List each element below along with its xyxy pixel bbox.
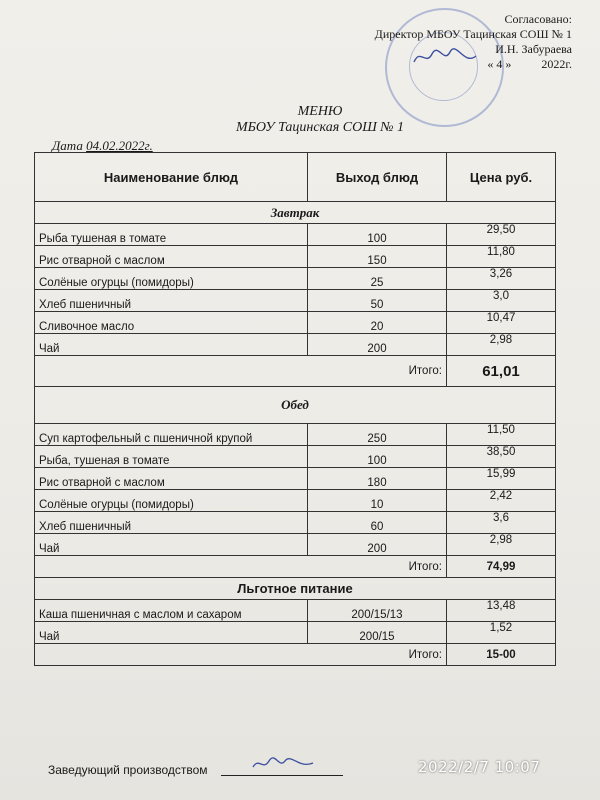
dish-price: 2,98 bbox=[447, 534, 556, 556]
section-row-subsidized bbox=[35, 578, 556, 600]
dish-yield: 100 bbox=[308, 446, 447, 468]
approval-date-line bbox=[342, 57, 572, 72]
dish-price: 2,42 bbox=[447, 490, 556, 512]
dish-name: Каша пшеничная с маслом и сахаром bbox=[35, 600, 308, 622]
dish-name: Чай bbox=[35, 622, 308, 644]
signature-line bbox=[221, 761, 343, 776]
table-row bbox=[35, 468, 556, 490]
table-row bbox=[35, 512, 556, 534]
dish-yield: 150 bbox=[308, 246, 447, 268]
section-row-breakfast bbox=[35, 202, 556, 224]
table-row bbox=[35, 268, 556, 290]
table-row bbox=[35, 246, 556, 268]
dish-price: 15,99 bbox=[447, 468, 556, 490]
dish-yield: 200 bbox=[308, 334, 447, 356]
table-header-row bbox=[35, 153, 556, 202]
dish-name: Чай bbox=[35, 534, 308, 556]
dish-name: Суп картофельный с пшеничной крупой bbox=[35, 424, 308, 446]
dish-name: Рис отварной с маслом bbox=[35, 468, 308, 490]
dish-yield: 25 bbox=[308, 268, 447, 290]
photo-timestamp: 2022/2/7 10:07 bbox=[418, 758, 541, 776]
dish-price: 13,48 bbox=[447, 600, 556, 622]
total-label: Итого: bbox=[35, 644, 447, 666]
dish-yield: 60 bbox=[308, 512, 447, 534]
table-row bbox=[35, 446, 556, 468]
header-dish-name: Наименование блюд bbox=[35, 153, 308, 202]
table-row bbox=[35, 490, 556, 512]
approval-block bbox=[342, 12, 572, 72]
table-row bbox=[35, 312, 556, 334]
dish-yield: 250 bbox=[308, 424, 447, 446]
table-row bbox=[35, 424, 556, 446]
dish-name: Солёные огурцы (помидоры) bbox=[35, 490, 308, 512]
approval-year: 2022г. bbox=[541, 57, 572, 71]
total-label: Итого: bbox=[35, 356, 447, 387]
dish-price: 3,26 bbox=[447, 268, 556, 290]
dish-name: Солёные огурцы (помидоры) bbox=[35, 268, 308, 290]
dish-price: 38,50 bbox=[447, 446, 556, 468]
dish-price: 2,98 bbox=[447, 334, 556, 356]
table-row bbox=[35, 600, 556, 622]
header-yield: Выход блюд bbox=[308, 153, 447, 202]
total-value: 74,99 bbox=[447, 556, 556, 578]
dish-price: 10,47 bbox=[447, 312, 556, 334]
total-label: Итого: bbox=[35, 556, 447, 578]
total-row-breakfast bbox=[35, 356, 556, 387]
dish-yield: 180 bbox=[308, 468, 447, 490]
school-name: МБОУ Тацинская СОШ № 1 bbox=[235, 120, 405, 135]
section-title: Завтрак bbox=[35, 202, 556, 224]
approval-position: Директор МБОУ Тацинская СОШ № 1 bbox=[374, 27, 572, 41]
table-row bbox=[35, 290, 556, 312]
approval-heading: Согласовано: bbox=[504, 12, 572, 26]
footer-signature-line bbox=[48, 759, 343, 777]
dish-price: 3,6 bbox=[447, 512, 556, 534]
production-manager-label: Заведующий производством bbox=[48, 763, 208, 777]
dish-yield: 200 bbox=[308, 534, 447, 556]
table-row bbox=[35, 334, 556, 356]
total-value: 15-00 bbox=[447, 644, 556, 666]
dish-yield: 100 bbox=[308, 224, 447, 246]
dish-price: 3,0 bbox=[447, 290, 556, 312]
header-price: Цена руб. bbox=[447, 153, 556, 202]
dish-yield: 10 bbox=[308, 490, 447, 512]
section-title: Льготное питание bbox=[35, 578, 556, 600]
dish-price: 11,80 bbox=[447, 246, 556, 268]
dish-yield: 20 bbox=[308, 312, 447, 334]
dish-name: Рыба, тушеная в томате bbox=[35, 446, 308, 468]
section-row-lunch bbox=[35, 387, 556, 424]
date-label: Дата bbox=[52, 138, 83, 153]
dish-yield: 200/15 bbox=[308, 622, 447, 644]
dish-price: 11,50 bbox=[447, 424, 556, 446]
dish-price: 29,50 bbox=[447, 224, 556, 246]
table-row bbox=[35, 534, 556, 556]
total-row-lunch bbox=[35, 556, 556, 578]
dish-name: Хлеб пшеничный bbox=[35, 290, 308, 312]
dish-yield: 200/15/13 bbox=[308, 600, 447, 622]
approval-day: « 4 » bbox=[487, 57, 512, 71]
manager-signature bbox=[251, 755, 321, 773]
table-row bbox=[35, 224, 556, 246]
table-row bbox=[35, 622, 556, 644]
total-row-subsidized bbox=[35, 644, 556, 666]
dish-name: Рис отварной с маслом bbox=[35, 246, 308, 268]
total-value: 61,01 bbox=[447, 356, 556, 387]
dish-name: Чай bbox=[35, 334, 308, 356]
menu-table bbox=[34, 152, 556, 666]
date-value: 04.02.2022г. bbox=[86, 138, 153, 153]
document-title: МЕНЮ bbox=[297, 104, 343, 119]
dish-yield: 50 bbox=[308, 290, 447, 312]
dish-name: Хлеб пшеничный bbox=[35, 512, 308, 534]
section-title: Обед bbox=[35, 387, 556, 424]
dish-name: Рыба тушеная в томате bbox=[35, 224, 308, 246]
dish-name: Сливочное масло bbox=[35, 312, 308, 334]
dish-price: 1,52 bbox=[447, 622, 556, 644]
approval-director-name: И.Н. Забураева bbox=[495, 42, 572, 56]
